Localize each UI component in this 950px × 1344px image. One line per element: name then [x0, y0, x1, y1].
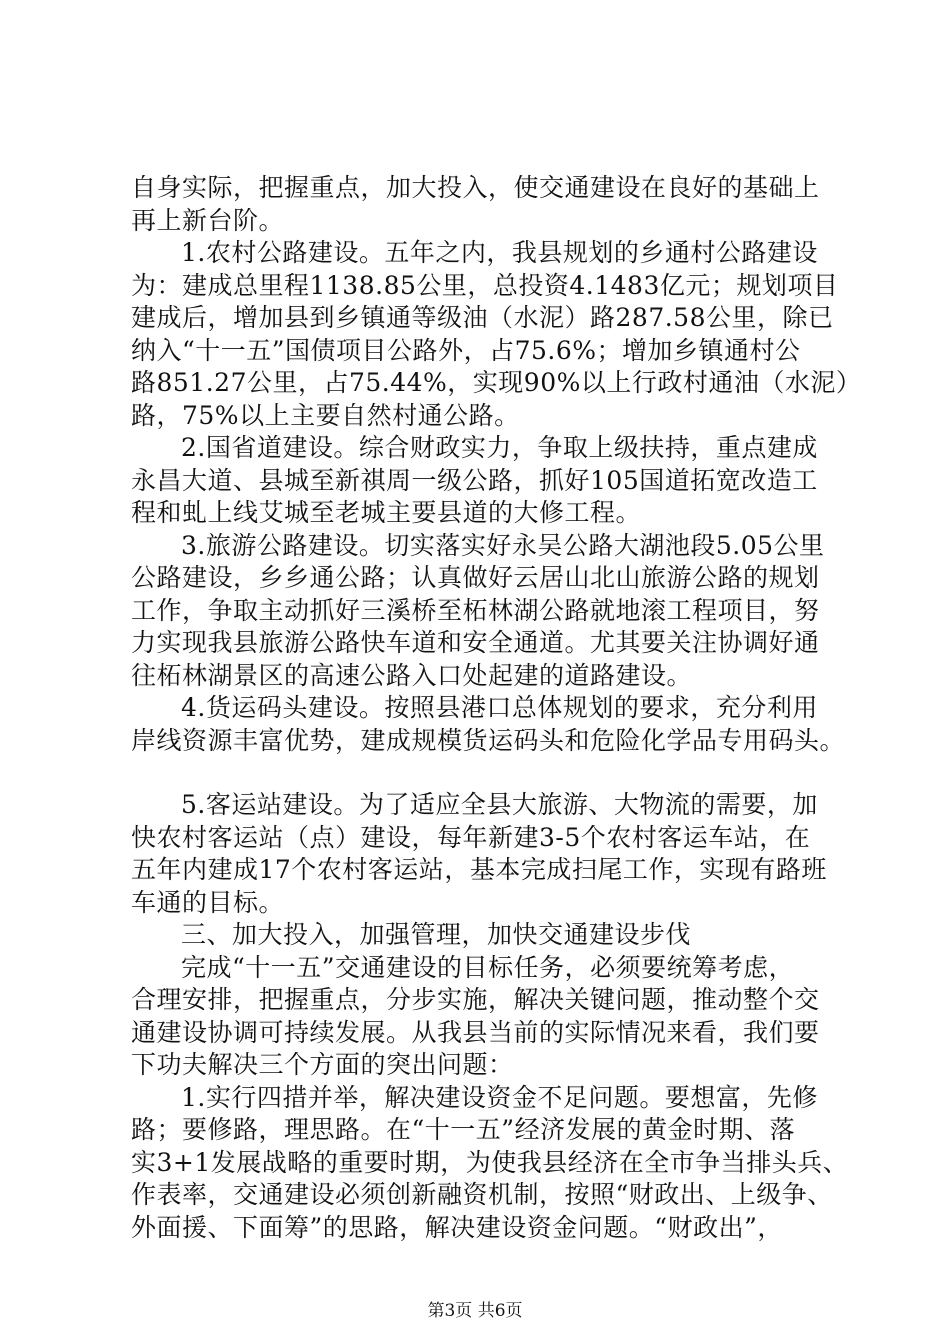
paragraph-gap — [131, 757, 836, 789]
text-line: 路；要修路，理思路。在“十一五”经济发展的黄金时期、落 — [131, 1115, 796, 1144]
page-footer: 第3页 共6页 — [427, 1301, 523, 1321]
text-line: 五年内建成17个农村客运站，基本完成扫尾工作，实现有路班 — [131, 855, 827, 884]
text-line: 自身实际，把握重点，加大投入，使交通建设在良好的基础上 — [131, 173, 820, 202]
text-line: 程和虬上线艾城至老城主要县道的大修工程。 — [131, 498, 642, 527]
text-line: 公路建设，乡乡通公路；认真做好云居山北山旅游公路的规划 — [131, 563, 820, 592]
text-line: 实3+1发展战略的重要时期，为使我县经济在全市争当排头兵、 — [131, 1147, 849, 1177]
text-line: 下功夫解决三个方面的突出问题： — [131, 1050, 514, 1079]
text-line: 工作，争取主动抓好三溪桥至柘林湖公路就地滚工程项目，努 — [131, 595, 820, 625]
text-line: 快农村客运站（点）建设，每年新建3-5个农村客运车站，在 — [131, 822, 811, 852]
text-line: 5.客运站建设。为了适应全县大旅游、大物流的需要，加 — [181, 790, 818, 819]
text-line: 合理安排，把握重点，分步实施，解决关键问题，推动整个交 — [131, 985, 820, 1014]
text-line: 作表率，交通建设必须创新融资机制，按照“财政出、上级争、 — [131, 1180, 833, 1209]
text-line: 往柘林湖景区的高速公路入口处起建的道路建设。 — [131, 660, 693, 690]
text-line: 岸线资源丰富优势，建成规模货运码头和危险化学品专用码头。 — [131, 725, 846, 755]
document-body — [131, 172, 862, 1244]
text-line: 力实现我县旅游公路快车道和安全通道。尤其要关注协调好通 — [131, 628, 820, 657]
text-line: 路851.27公里，占75.44%，实现90%以上行政村通油（水泥） — [131, 368, 862, 397]
text-line: 1.农村公路建设。五年之内，我县规划的乡通村公路建设 — [181, 238, 818, 267]
text-line: 纳入“十一五”国债项目公路外，占75.6%；增加乡镇通村公 — [131, 335, 801, 365]
section-heading: 三、加大投入，加强管理，加快交通建设步伐 — [181, 920, 692, 949]
text-line: 永昌大道、县城至新祺周一级公路，抓好105国道拓宽改造工 — [131, 465, 818, 495]
text-line: 为：建成总里程1138.85公里，总投资4.1483亿元；规划项目 — [131, 270, 839, 300]
text-line: 路，75%以上主要自然村通公路。 — [131, 400, 520, 430]
text-line: 车通的目标。 — [131, 887, 285, 917]
text-line: 完成“十一五”交通建设的目标任务，必须要统筹考虑， — [181, 952, 795, 982]
text-line: 通建设协调可持续发展。从我县当前的实际情况来看，我们要 — [131, 1017, 820, 1047]
text-line: 外面援、下面筹”的思路，解决建设资金问题。“财政出”， — [131, 1212, 783, 1242]
text-line: 2.国省道建设。综合财政实力，争取上级扶持，重点建成 — [181, 433, 818, 462]
text-line: 4.货运码头建设。按照县港口总体规划的要求，充分利用 — [181, 693, 818, 722]
text-line: 1.实行四措并举，解决建设资金不足问题。要想富，先修 — [181, 1082, 818, 1112]
text-line: 再上新台阶。 — [131, 205, 285, 235]
text-line: 3.旅游公路建设。切实落实好永吴公路大湖池段5.05公里 — [181, 530, 825, 560]
text-line: 建成后，增加县到乡镇通等级油（水泥）路287.58公里，除已 — [131, 303, 834, 332]
